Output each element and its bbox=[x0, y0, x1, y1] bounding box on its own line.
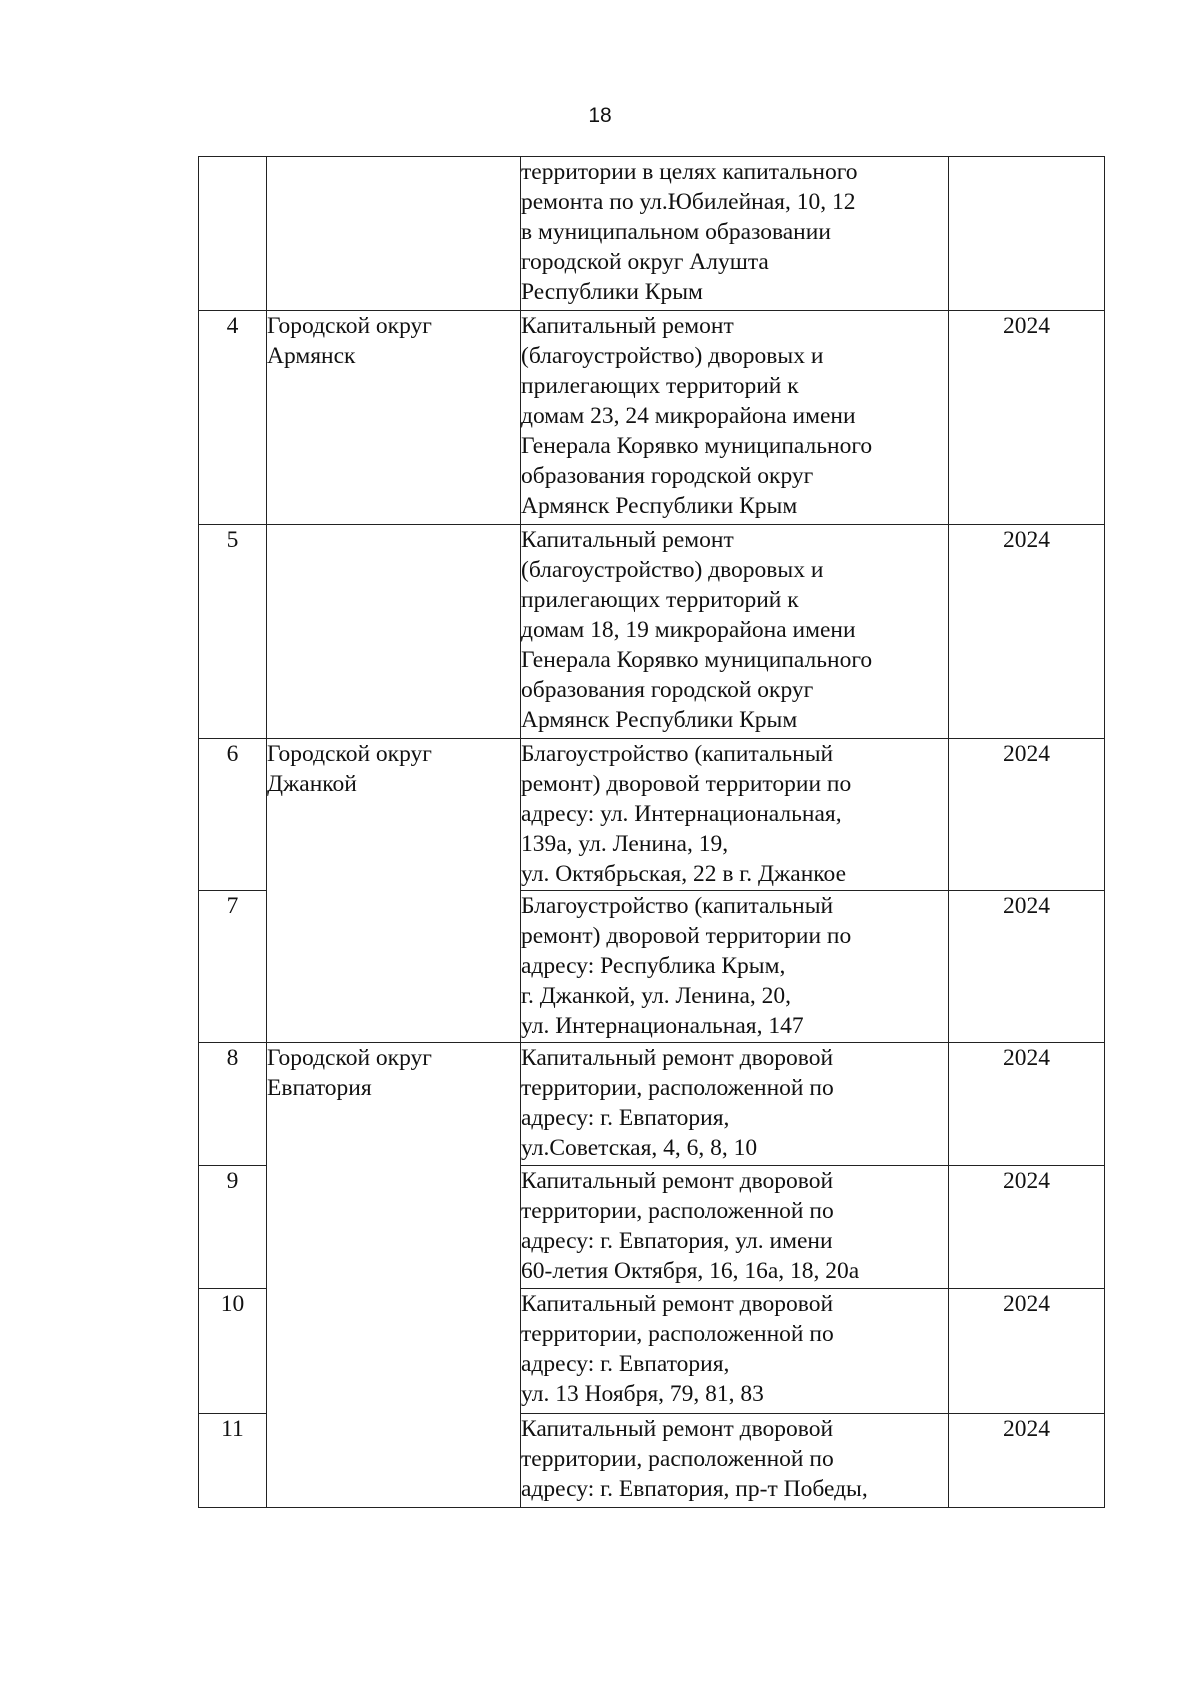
row-number-cell: 9 bbox=[199, 1166, 267, 1289]
district-cell: Городской округ Евпатория bbox=[267, 1043, 521, 1508]
table-row bbox=[199, 311, 1105, 525]
description-cell: Капитальный ремонт (благоустройство) дворовых и прилегающих территорий к домам 23, 24 микрорайона имени Генерала Корявко муниципального образования городской округ Армянск Республики Крым bbox=[521, 311, 949, 525]
row-number-cell bbox=[199, 157, 267, 311]
year-cell: 2024 bbox=[949, 891, 1105, 1043]
description-cell: территории в целях капитального ремонта по ул.Юбилейная, 10, 12 в муниципальном образовании городской округ Алушта Республики Крым bbox=[521, 157, 949, 311]
year-cell: 2024 bbox=[949, 1414, 1105, 1508]
row-number-cell: 10 bbox=[199, 1289, 267, 1414]
description-cell: Капитальный ремонт дворовой территории, расположенной по адресу: г. Евпатория, ул. имени 60-летия Октября, 16, 16а, 18, 20а bbox=[521, 1166, 949, 1289]
description-cell: Благоустройство (капитальный ремонт) дворовой территории по адресу: ул. Интернациональная, 139а, ул. Ленина, 19, ул. Октябрьская, 22 в г. Джанкое bbox=[521, 739, 949, 891]
district-cell: Городской округ Джанкой bbox=[267, 739, 521, 1043]
row-number-cell: 6 bbox=[199, 739, 267, 891]
table-row bbox=[199, 525, 1105, 739]
district-cell bbox=[267, 157, 521, 311]
year-cell: 2024 bbox=[949, 1289, 1105, 1414]
district-cell: Городской округ Армянск bbox=[267, 311, 521, 525]
year-cell bbox=[949, 157, 1105, 311]
table-row bbox=[199, 1043, 1105, 1166]
row-number-cell: 7 bbox=[199, 891, 267, 1043]
description-cell: Капитальный ремонт дворовой территории, расположенной по адресу: г. Евпатория, ул.Советская, 4, 6, 8, 10 bbox=[521, 1043, 949, 1166]
year-cell: 2024 bbox=[949, 311, 1105, 525]
page-number: 18 bbox=[588, 104, 612, 127]
row-number-cell: 8 bbox=[199, 1043, 267, 1166]
year-cell: 2024 bbox=[949, 525, 1105, 739]
description-cell: Капитальный ремонт (благоустройство) дворовых и прилегающих территорий к домам 18, 19 микрорайона имени Генерала Корявко муниципального образования городской округ Армянск Республики Крым bbox=[521, 525, 949, 739]
document-table bbox=[198, 156, 1105, 1508]
year-cell: 2024 bbox=[949, 739, 1105, 891]
district-cell bbox=[267, 525, 521, 739]
row-number-cell: 4 bbox=[199, 311, 267, 525]
row-number-cell: 5 bbox=[199, 525, 267, 739]
row-number-cell: 11 bbox=[199, 1414, 267, 1508]
description-cell: Капитальный ремонт дворовой территории, расположенной по адресу: г. Евпатория, пр-т Победы, bbox=[521, 1414, 949, 1508]
table-row bbox=[199, 739, 1105, 891]
description-cell: Капитальный ремонт дворовой территории, расположенной по адресу: г. Евпатория, ул. 13 Ноября, 79, 81, 83 bbox=[521, 1289, 949, 1414]
table-row bbox=[199, 157, 1105, 311]
year-cell: 2024 bbox=[949, 1043, 1105, 1166]
description-cell: Благоустройство (капитальный ремонт) дворовой территории по адресу: Республика Крым, г. Джанкой, ул. Ленина, 20, ул. Интернациональная, 147 bbox=[521, 891, 949, 1043]
year-cell: 2024 bbox=[949, 1166, 1105, 1289]
